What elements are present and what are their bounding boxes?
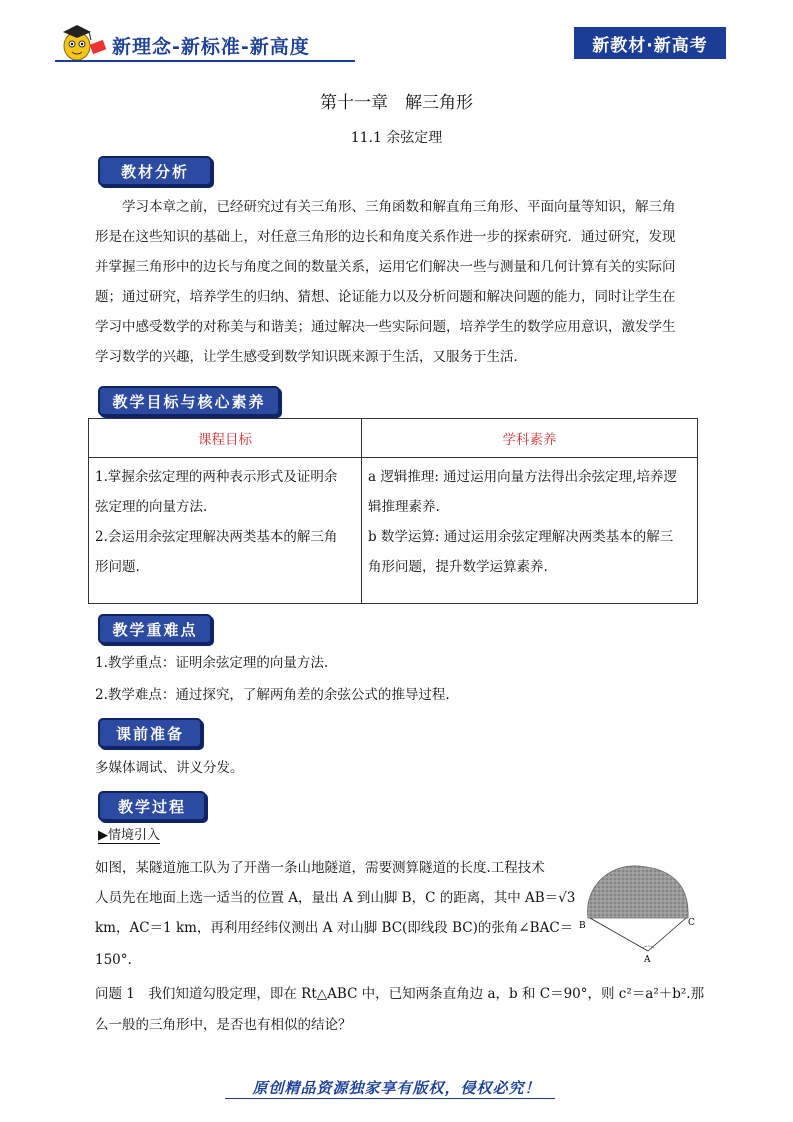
goal-line-1: 1.掌握余弦定理的两种表示形式及证明余 xyxy=(95,469,338,485)
table-head-goals: 课程目标 xyxy=(89,419,362,458)
intro-line-3: km，AC＝1 km，再利用经纬仪测出 A 对山脚 BC(即线段 BC)的张角∠BAC＝ xyxy=(95,920,574,936)
label-b: B xyxy=(579,921,586,931)
analysis-line-4: 题；通过研究，培养学生的归纳、猜想、论证能力以及分析问题和解决问题的能力，同时让学生在 xyxy=(95,289,676,305)
section-title: 11.1 余弦定理 xyxy=(350,130,443,146)
chapter-title: 第十一章 解三角形 xyxy=(320,93,473,113)
header-slogan: 新理念-新标准-新高度 xyxy=(112,36,310,58)
banner-process: 教学过程 xyxy=(98,791,206,821)
goal-line-2: 弦定理的向量方法. xyxy=(95,499,208,515)
goal-line-4: 形问题. xyxy=(95,559,140,575)
header-underline xyxy=(55,60,355,62)
key-point-2: 2.教学难点：通过探究，了解两角差的余弦公式的推导过程. xyxy=(95,687,450,703)
table-head-literacy: 学科素养 xyxy=(362,419,698,458)
mascot-icon xyxy=(55,20,109,64)
segment-ac xyxy=(648,918,686,951)
label-a: A xyxy=(644,955,651,965)
goal-line-3: 2.会运用余弦定理解决两类基本的解三角 xyxy=(95,529,338,545)
question-line-2: 么一般的三角形中，是否也有相似的结论？ xyxy=(95,1017,352,1033)
subheading-situation: ▶情境引入 xyxy=(98,824,160,844)
key-point-1: 1.教学重点：证明余弦定理的向量方法. xyxy=(95,655,329,671)
analysis-line-5: 学习中感受数学的对称美与和谐美；通过解决一些实际问题，培养学生的数学应用意识，激发学生 xyxy=(95,319,676,335)
intro-line-2: 人员先在地面上选一适当的位置 A，量出 A 到山脚 B，C 的距离，其中 AB＝√3 xyxy=(95,890,576,906)
mountain-figure xyxy=(578,858,700,966)
goals-table xyxy=(88,418,698,604)
question-line-1: 问题 1 我们知道勾股定理，即在 Rt△ABC 中，已知两条直角边 a，b 和 C＝90°，则 c²＝a²＋b².那 xyxy=(95,986,705,1002)
banner-goals: 教学目标与核心素养 xyxy=(98,386,280,416)
footer-underline xyxy=(225,1098,555,1099)
banner-analysis: 教材分析 xyxy=(98,156,212,186)
literacy-line-4: 角形问题，提升数学运算素养. xyxy=(368,559,548,575)
intro-line-1: 如图，某隧道施工队为了开凿一条山地隧道，需要测算隧道的长度.工程技术 xyxy=(95,860,545,876)
preparation-text: 多媒体调试、讲义分发。 xyxy=(95,760,244,776)
banner-key-points: 教学重难点 xyxy=(98,614,212,644)
label-c: C xyxy=(688,918,695,928)
literacy-line-1: a 逻辑推理: 通过运用向量方法得出余弦定理,培养逻 xyxy=(368,469,677,485)
footer-copyright: 原创精品资源独家享有版权，侵权必究！ xyxy=(252,1079,541,1097)
mountain-shape xyxy=(588,866,689,918)
analysis-line-6: 学习数学的兴趣，让学生感受到数学知识既来源于生活，又服务于生活． xyxy=(95,349,527,365)
table-cell-goals xyxy=(89,458,362,604)
banner-preparation: 课前准备 xyxy=(98,718,202,748)
header-badge: 新教材·新高考 xyxy=(574,27,726,59)
literacy-line-2: 辑推理素养. xyxy=(368,499,440,515)
analysis-line-2: 形是在这些知识的基础上，对任意三角形的边长和角度关系作进一步的探索研究．通过研究，发现 xyxy=(95,229,676,245)
table-cell-literacy xyxy=(362,458,698,604)
analysis-line-1: 学习本章之前，已经研究过有关三角形、三角函数和解直角三角形、平面向量等知识，解三角 xyxy=(122,199,676,215)
analysis-line-3: 并掌握三角形中的边长与角度之间的数量关系，运用它们解决一些与测量和几何计算有关的实际问 xyxy=(95,259,676,275)
segment-ab xyxy=(590,918,648,951)
literacy-line-3: b 数学运算: 通过运用余弦定理解决两类基本的解三 xyxy=(368,529,674,545)
intro-line-4: 150°. xyxy=(95,952,132,968)
